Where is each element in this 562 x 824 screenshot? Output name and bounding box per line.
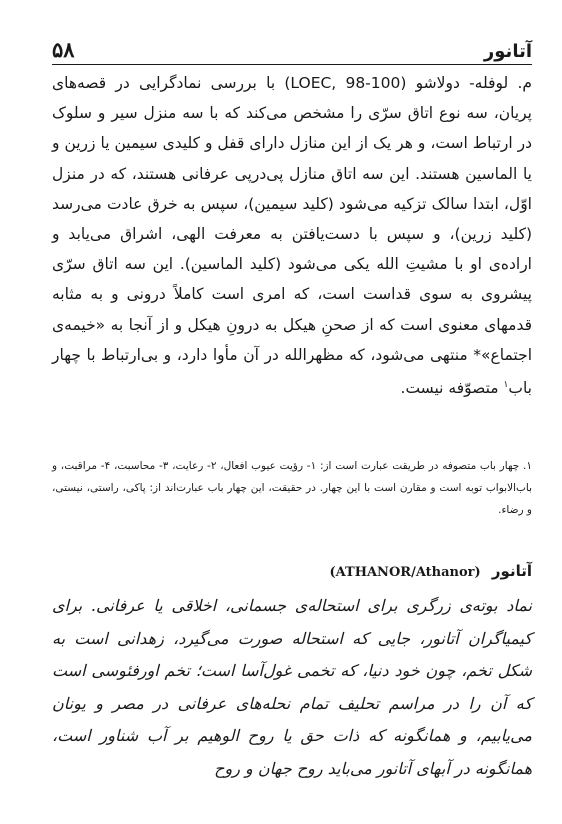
main-paragraph: [52, 68, 532, 403]
page-number: ۵۸: [52, 37, 75, 62]
page-header: [52, 26, 532, 62]
footnote-marker: ۱: [503, 380, 509, 391]
entry-body: [52, 590, 532, 785]
footnote-text: ۱. چهار باب متصوفه در طریقت عبارت است از: ۱- رؤیت عیوب افعال، ۲- رعایت، ۳- محاسبت، ۴- مراقبت، و باب‌الابواب توبه است و مقارن است با این چهار. در حقیقت، این چهار باب عبارت‌اند از: پاکی، راستی، نیستی، و رضاء.: [52, 460, 532, 516]
paragraph-text: م. لوفله- دولاشو (LOEC, 98-100) با بررسی نمادگرایی در قصه‌های پریان، سه نوع اتاق سرّی را مشخص می‌کند که با سه منزل سیر و سلوک در ارتباط است، و هر یک از این منازل دارای قفل و کلیدی سیمین یا زرین و یا الماسین هستند. این سه اتاق منازل پی‌درپی عرفانی هستند، که در منزل اوّل، ابتدا سالک تزکیه می‌شود (کلید سیمین)، سپس به خرق عادت می‌رسد (کلید زرین)، و سپس با دست‌یافتن به معرفت الهی، اشراق می‌یابد و اراده‌ی او با مشیتِ الله یکی می‌شود (کلید الماسین). این سه اتاق سرّی پیشروی به سوی قداست است، که امری است کاملاً درونی و به مثابه قدمهای معنوی است که از صحنِ هیکل به درونِ هیکل و از آنجا به «خیمه‌ی اجتماع»* منتهی می‌شود، که مظهرالله در آن مأوا دارد، و بی‌ارتباط با چهار باب: [52, 74, 532, 398]
entry-heading: [52, 562, 532, 580]
entry-latin-title: (ATHANOR/Athanor): [329, 565, 481, 580]
entry-text: نماد بوته‌ی زرگری برای استحاله‌ی جسمانی، اخلاقی یا عرفانی. برای کیمیاگران آتانور، جایی که استحاله صورت می‌گیرد، زهدانی است به شکل تخم، چون خود دنیا، که تخمی غول‌آسا است؛ تخم اورفئوسی است که آن را در مراسم تحلیف تمام نحله‌های عرفانی در مصر و یونان می‌یابیم، و همانگونه که ذات حق یا روح الوهیم بر آب شناور است، همانگونه در آبهای آتانور می‌باید روح جهان و روح: [52, 596, 532, 778]
running-title: آتانور: [483, 41, 532, 62]
paragraph-end: متصوّفه نیست.: [400, 379, 499, 398]
header-rule: [52, 64, 532, 65]
footnote-section: [52, 455, 532, 521]
entry-title: آتانور: [491, 562, 532, 580]
